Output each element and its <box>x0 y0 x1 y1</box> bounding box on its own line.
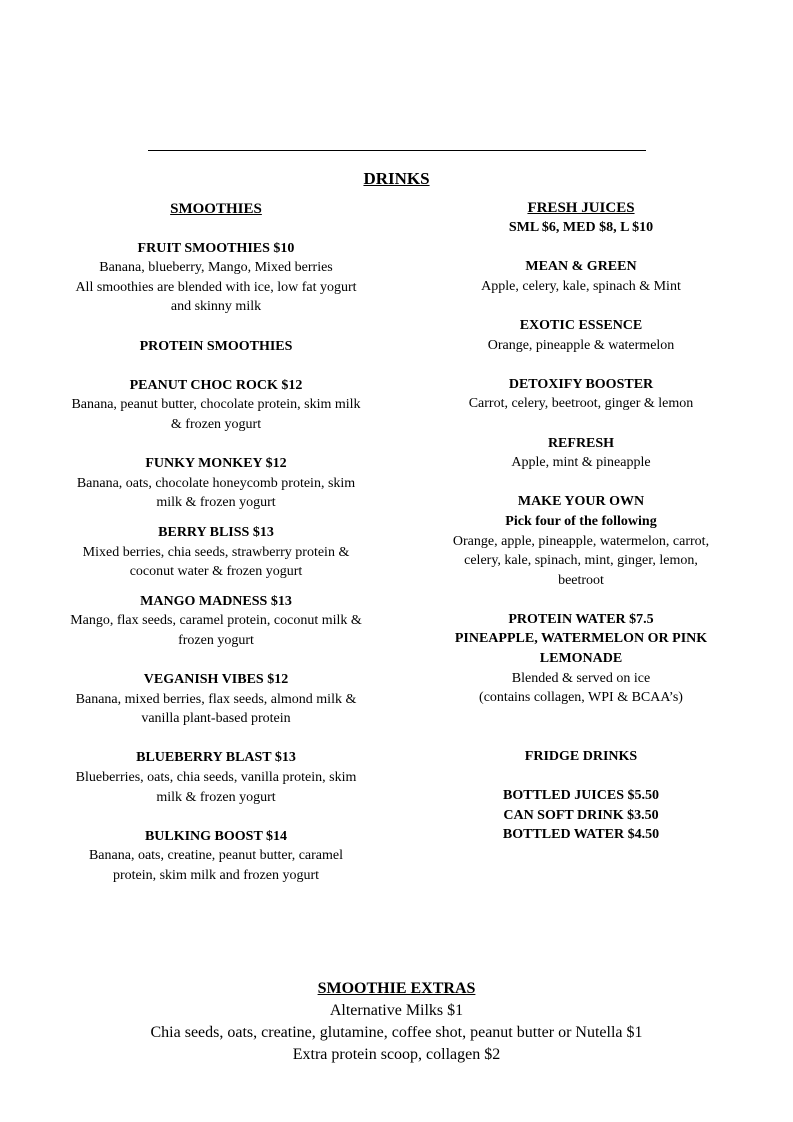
header-divider <box>148 150 646 151</box>
menu-item-mean-green <box>440 257 722 296</box>
item-name: MANGO MADNESS $13 <box>140 593 292 609</box>
fridge-drinks-section <box>440 747 722 845</box>
smoothies-heading: SMOOTHIES <box>170 201 262 217</box>
item-name: VEGANISH VIBES $12 <box>143 672 289 688</box>
item-name: BLUEBERRY BLAST $13 <box>136 750 296 766</box>
item-description: Blended & served on ice <box>511 670 651 686</box>
item-description: Blueberries, oats, chia seeds, vanilla protein, skim milk & frozen yogurt <box>75 770 357 805</box>
item-description: Apple, mint & pineapple <box>511 455 651 471</box>
item-description: Mango, flax seeds, caramel protein, coconut milk & frozen yogurt <box>70 613 362 648</box>
item-name: REFRESH <box>547 435 615 451</box>
extras-line: Chia seeds, oats, creatine, glutamine, coffee shot, peanut butter or Nutella $1 <box>150 1024 643 1041</box>
item-name: PROTEIN WATER $7.5 <box>508 611 654 627</box>
menu-item-bulking-boost <box>70 827 362 886</box>
menu-item-blueberry-blast <box>70 748 362 807</box>
item-name: BERRY BLISS $13 <box>158 524 274 540</box>
menu-item-exotic-essence <box>440 316 722 355</box>
fridge-heading: FRIDGE DRINKS <box>524 749 638 765</box>
item-flavours: PINEAPPLE, WATERMELON OR PINK LEMONADE <box>454 631 708 667</box>
item-description: Banana, peanut butter, chocolate protein, skim milk & frozen yogurt <box>71 397 361 432</box>
menu-item-funky-monkey <box>70 454 362 513</box>
extras-line: Extra protein scoop, collagen $2 <box>292 1046 501 1063</box>
item-description: Banana, mixed berries, flax seeds, almond milk & vanilla plant-based protein <box>75 691 357 727</box>
extras-heading: SMOOTHIE EXTRAS <box>317 980 476 997</box>
item-name: FRUIT SMOOTHIES $10 <box>137 240 295 256</box>
menu-item-detoxify-booster <box>440 375 722 414</box>
fridge-item-bottled-juices: BOTTLED JUICES $5.50 <box>503 788 659 804</box>
item-name: EXOTIC ESSENCE <box>519 317 643 333</box>
item-description: Orange, pineapple & watermelon <box>487 337 675 353</box>
item-description: Orange, apple, pineapple, watermelon, carrot, celery, kale, spinach, mint, ginger, lemon, beetroot <box>452 533 710 588</box>
menu-item-mango-madness <box>70 592 362 651</box>
menu-item-protein-water <box>440 610 722 708</box>
page-title: DRINKS <box>363 169 430 188</box>
item-name: FUNKY MONKEY $12 <box>145 456 287 472</box>
fridge-item-can-soft-drink: CAN SOFT DRINK $3.50 <box>503 807 659 823</box>
item-subtitle: Pick four of the following <box>505 513 657 529</box>
extras-line: Alternative Milks $1 <box>329 1002 464 1019</box>
menu-item-refresh <box>440 434 722 473</box>
item-name: DETOXIFY BOOSTER <box>508 376 654 392</box>
item-description: Banana, blueberry, Mango, Mixed berries <box>99 260 333 276</box>
item-description: Mixed berries, chia seeds, strawberry protein & coconut water & frozen yogurt <box>82 544 350 580</box>
item-name: BULKING BOOST $14 <box>144 828 288 844</box>
smoothie-extras-section <box>150 978 643 1066</box>
menu-item-veganish-vibes <box>70 670 362 729</box>
juice-sizes: SML $6, MED $8, L $10 <box>508 220 654 235</box>
fridge-item-bottled-water: BOTTLED WATER $4.50 <box>502 827 660 843</box>
menu-item-fruit-smoothies <box>70 239 362 317</box>
item-description: Banana, oats, chocolate honeycomb protein, skim milk & frozen yogurt <box>76 475 356 511</box>
juices-column <box>440 198 722 845</box>
item-description: Carrot, celery, beetroot, ginger & lemon <box>468 396 694 412</box>
item-name: PEANUT CHOC ROCK $12 <box>129 377 303 393</box>
menu-item-peanut-choc-rock <box>70 376 362 435</box>
item-description: Banana, oats, creatine, peanut butter, caramel protein, skim milk and frozen yogurt <box>88 848 344 883</box>
menu-item-make-your-own <box>440 492 722 590</box>
item-note: (contains collagen, WPI & BCAA’s) <box>479 690 683 706</box>
menu-item-protein-smoothies <box>70 337 362 357</box>
item-note: All smoothies are blended with ice, low fat yogurt and skinny milk <box>75 279 357 315</box>
item-name: PROTEIN SMOOTHIES <box>139 338 293 354</box>
menu-item-berry-bliss <box>70 523 362 582</box>
item-name: MEAN & GREEN <box>525 259 637 275</box>
item-name: MAKE YOUR OWN <box>517 494 645 510</box>
item-description: Apple, celery, kale, spinach & Mint <box>481 278 681 294</box>
juices-heading: FRESH JUICES <box>527 200 635 216</box>
smoothies-column <box>70 199 362 886</box>
